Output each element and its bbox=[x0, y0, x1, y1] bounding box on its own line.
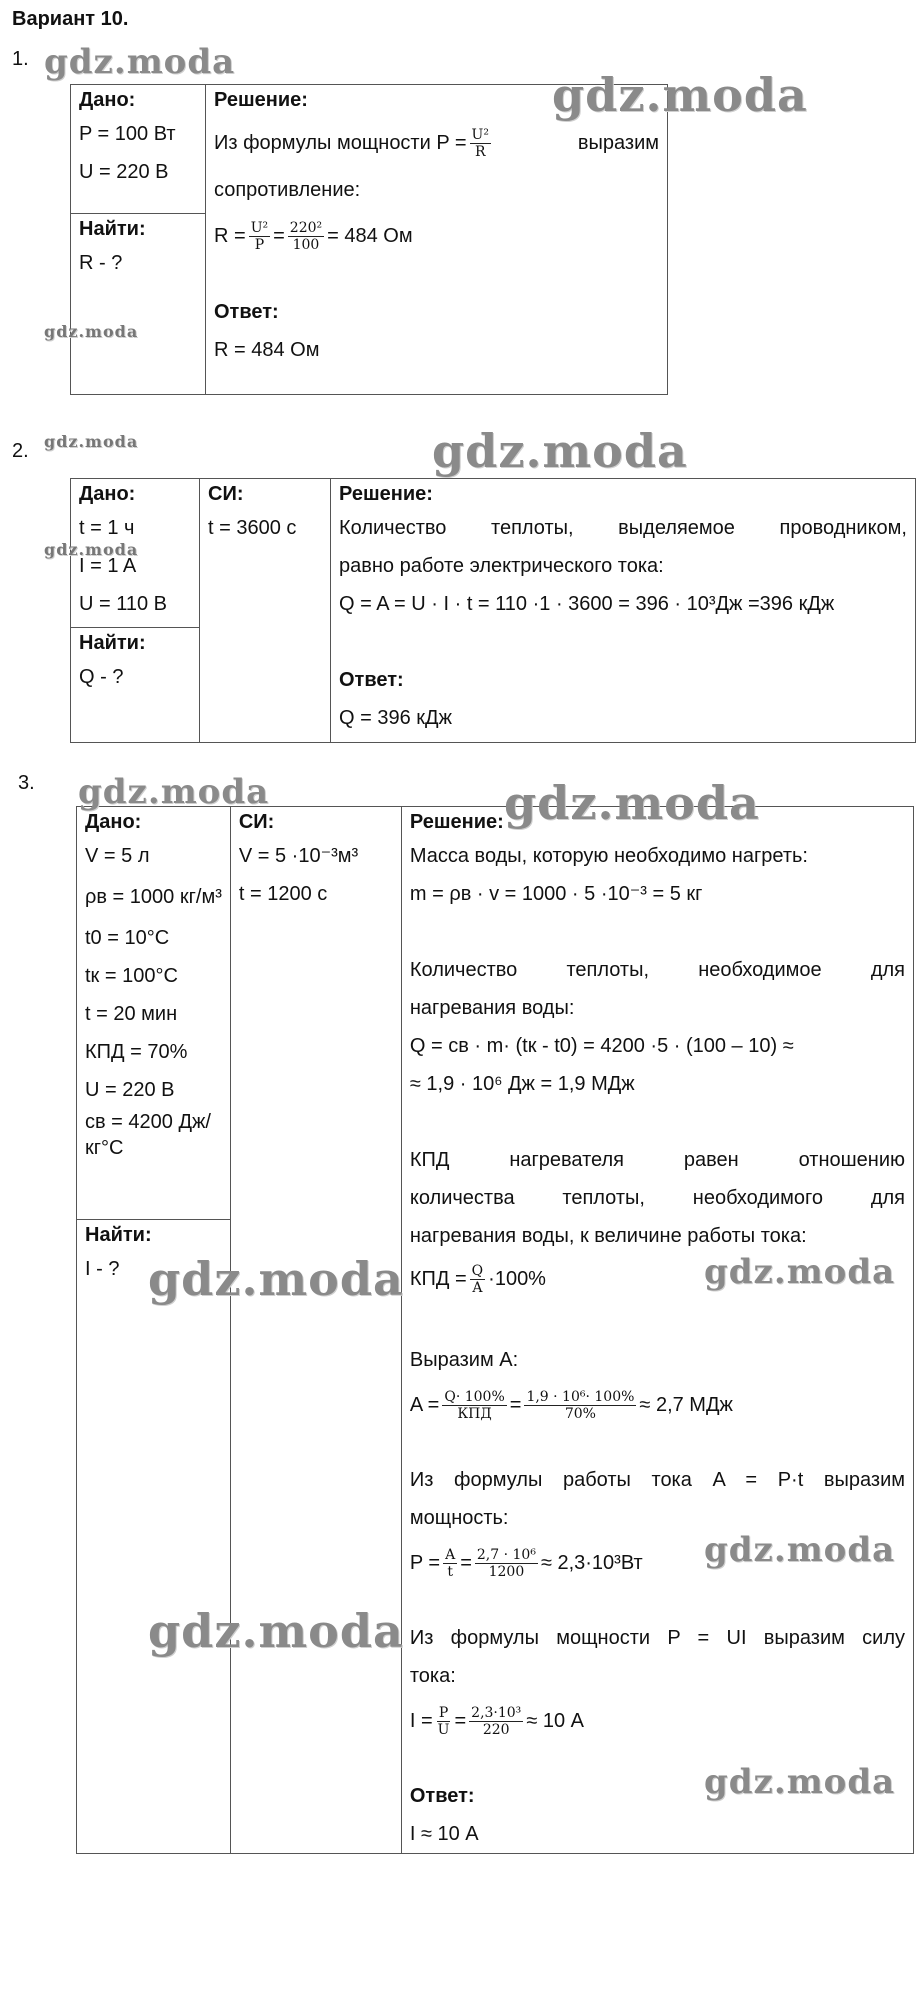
task3-s15-den1: t bbox=[447, 1564, 453, 1581]
task1-given-cell bbox=[71, 85, 206, 214]
task3-s15-den2: 1200 bbox=[488, 1564, 525, 1581]
task3-si-cell bbox=[230, 807, 401, 1854]
task3-s7: КПД нагревателя равен отношению bbox=[409, 1149, 905, 1171]
task1-line1-end: выразим bbox=[577, 132, 659, 154]
task3-s4: нагревания воды: bbox=[409, 997, 575, 1019]
watermark: gdz.moda bbox=[704, 1530, 896, 1570]
task3-s18-den2: 220 bbox=[482, 1722, 510, 1739]
task2-si-t: t = 3600 с bbox=[208, 517, 297, 539]
watermark: gdz.moda bbox=[148, 1604, 404, 1658]
task3-given-kpd: КПД = 70% bbox=[85, 1041, 188, 1063]
task1-frac1-den: R bbox=[474, 144, 486, 161]
task3-s6: ≈ 1,9 · 10⁶ Дж = 1,9 МДж bbox=[409, 1073, 635, 1095]
task1-frac3-num: 220² bbox=[289, 220, 323, 237]
task2-given-t: t = 1 ч bbox=[79, 517, 135, 539]
task2-number: 2. bbox=[12, 440, 29, 462]
task3-s12-num1: Q· 100% bbox=[444, 1389, 505, 1406]
task1-given-label: Дано: bbox=[79, 89, 136, 111]
task3-given-t: t = 20 мин bbox=[85, 1003, 178, 1025]
task2-given-u: U = 110 В bbox=[79, 593, 168, 615]
task3-s10-num: Q bbox=[471, 1263, 484, 1280]
task3-s14: мощность: bbox=[409, 1507, 509, 1529]
task3-s5: Q = cв · m· (tк - t0) = 4200 ·5 · (100 – 10) ≈ bbox=[409, 1035, 794, 1057]
task3-s13: Из формулы работы тока A = P·t выразим bbox=[409, 1469, 905, 1491]
watermark: gdz.moda bbox=[432, 424, 688, 478]
task3-s2: m = ρв · v = 1000 · 5 ·10⁻³ = 5 кг bbox=[409, 883, 703, 905]
watermark: gdz.moda bbox=[704, 1762, 896, 1802]
task3-s18-num1: P bbox=[438, 1705, 449, 1722]
task3-s10-start: КПД = bbox=[409, 1268, 467, 1290]
task3-s15-end: ≈ 2,3·10³Вт bbox=[540, 1552, 643, 1574]
page-title: Вариант 10. bbox=[12, 8, 129, 30]
task3-s15-start: P = bbox=[409, 1552, 441, 1574]
task3-solution-cell bbox=[401, 807, 913, 1854]
task3-given-rho-text: ρв = 1000 кг/м³ bbox=[85, 886, 222, 908]
task1-number: 1. bbox=[12, 48, 29, 70]
task1-given-p: P = 100 Вт bbox=[79, 123, 176, 145]
task1-formula-start: R = bbox=[214, 225, 246, 247]
watermark: gdz.moda bbox=[44, 42, 236, 82]
task1-solution-label: Решение: bbox=[214, 89, 308, 111]
task3-s12-num2: 1,9 · 10⁶· 100% bbox=[526, 1389, 635, 1406]
task2-answer: Q = 396 кДж bbox=[339, 707, 452, 729]
task3-solution-label: Решение: bbox=[409, 811, 504, 833]
watermark: gdz.moda bbox=[44, 540, 139, 559]
task2-answer-label: Ответ: bbox=[339, 669, 404, 691]
task2-find-cell bbox=[71, 628, 200, 743]
task3-s10-den: A bbox=[472, 1280, 483, 1297]
task3-s16: Из формулы мощности P = UI выразим силу bbox=[409, 1627, 905, 1649]
task2-given-label: Дано: bbox=[79, 483, 136, 505]
task1-frac2-den: P bbox=[254, 237, 265, 254]
task2-find: Q - ? bbox=[79, 666, 124, 688]
task1-eq: = bbox=[273, 225, 285, 247]
task3-given-t0: t0 = 10°С bbox=[85, 927, 170, 949]
task2-solution-label: Решение: bbox=[339, 483, 433, 505]
task3-s17: тока: bbox=[409, 1665, 456, 1687]
task3-si-v: V = 5 ·10⁻³м³ bbox=[238, 845, 359, 867]
task3-s3: Количество теплоты, необходимое для bbox=[409, 959, 905, 981]
task3-s18-end: ≈ 10 А bbox=[526, 1710, 584, 1732]
task3-s1: Масса воды, которую необходимо нагреть: bbox=[409, 845, 808, 867]
task3-find-label: Найти: bbox=[85, 1224, 152, 1246]
task3-s12-start: A = bbox=[409, 1394, 440, 1416]
task3-s12-den2: 70% bbox=[564, 1406, 596, 1423]
task3-given-c: cв = 4200 Дж/кг°С bbox=[85, 1111, 211, 1159]
task1-line2: сопротивление: bbox=[214, 179, 361, 201]
task2-line1: Количество теплоты, выделяемое проводником, bbox=[339, 517, 907, 539]
task3-given-cell bbox=[77, 807, 231, 1220]
task3-s10-end: ·100% bbox=[488, 1268, 546, 1290]
task1-frac1-num: U² bbox=[471, 127, 489, 144]
task3-find: I - ? bbox=[85, 1258, 120, 1280]
watermark: gdz.moda bbox=[44, 322, 139, 341]
task3-s12-den1: КПД bbox=[457, 1406, 492, 1423]
task1-formula-end: = 484 Ом bbox=[327, 225, 413, 247]
task2-solution-cell bbox=[331, 479, 916, 743]
watermark: gdz.moda bbox=[78, 772, 270, 812]
task1-find-label: Найти: bbox=[79, 218, 146, 240]
task2-formula: Q = A = U · I · t = 110 ·1 · 3600 = 396 · 10³Дж =396 кДж bbox=[339, 593, 835, 615]
task3-s8: количества теплоты, необходимого для bbox=[409, 1187, 905, 1209]
task2-line2: равно работе электрического тока: bbox=[339, 555, 664, 577]
watermark: gdz.moda bbox=[148, 1252, 404, 1306]
task3-s18-den1: U bbox=[437, 1722, 450, 1739]
task3-s18-start: I = bbox=[409, 1710, 433, 1732]
task3-si-t: t = 1200 с bbox=[238, 883, 328, 905]
task3-s9: нагревания воды, к величине работы тока: bbox=[409, 1225, 807, 1247]
task3-si-label: СИ: bbox=[238, 811, 275, 833]
task1-solution-cell bbox=[206, 85, 668, 395]
task3-given-rho bbox=[85, 875, 222, 919]
task3-s15: P = $\frac{A}{t}$ = $\frac{\text{2,7 · 10⁶}}{1200}$ ≈ 2,3·10³Вт bbox=[409, 1547, 643, 1581]
task3-answer: I ≈ 10 А bbox=[409, 1823, 479, 1845]
task1-frac3-den: 100 bbox=[292, 237, 320, 254]
task3-given-label: Дано: bbox=[85, 811, 142, 833]
task3-s18: I = $\frac{P}{U}$ = $\frac{\text{2,3·10³}}{220}$ ≈ 10 А bbox=[409, 1705, 584, 1739]
watermark: gdz.moda bbox=[44, 432, 139, 451]
task2-table bbox=[70, 478, 916, 743]
task1-line1-text: Из формулы мощности P = bbox=[214, 132, 467, 154]
task1-answer: R = 484 Ом bbox=[214, 339, 320, 361]
task3-answer-label: Ответ: bbox=[409, 1785, 475, 1807]
task3-s11: Выразим А: bbox=[409, 1349, 519, 1371]
task3-s15-num2: 2,7 · 10⁶ bbox=[476, 1547, 536, 1564]
task1-line1 bbox=[214, 115, 659, 171]
task3-s12: A = $\frac{Q\cdot 100\%}{\text{КПД}}$ = $\frac{\text{1,9 · 10⁶· 100\%}}{70\%}$ ≈ 2,7 МДж bbox=[409, 1389, 733, 1423]
task1-formula bbox=[214, 209, 659, 263]
task1-answer-label: Ответ: bbox=[214, 301, 279, 323]
watermark: gdz.moda bbox=[552, 68, 808, 122]
task3-find-cell bbox=[77, 1220, 231, 1854]
task3-given-u: U = 220 В bbox=[85, 1079, 175, 1101]
task1-table bbox=[70, 84, 668, 395]
task3-s12-end: ≈ 2,7 МДж bbox=[639, 1394, 733, 1416]
task3-number: 3. bbox=[18, 772, 35, 794]
task1-find-cell bbox=[71, 214, 206, 395]
watermark: gdz.moda bbox=[504, 776, 760, 830]
task2-find-label: Найти: bbox=[79, 632, 146, 654]
task1-find: R - ? bbox=[79, 252, 123, 274]
task3-given-tk: tк = 100°С bbox=[85, 965, 178, 987]
task3-table bbox=[76, 806, 914, 1854]
task1-given-u: U = 220 В bbox=[79, 161, 169, 183]
task3-s15-num1: A bbox=[445, 1547, 456, 1564]
task2-si-cell bbox=[200, 479, 331, 743]
watermark: gdz.moda bbox=[704, 1252, 896, 1292]
task1-frac2-num: U² bbox=[250, 220, 269, 237]
task3-given-v: V = 5 л bbox=[85, 845, 150, 867]
task2-given-i: I = 1 A bbox=[79, 555, 137, 577]
task2-si-label: СИ: bbox=[208, 483, 244, 505]
task3-s18-num2: 2,3·10³ bbox=[471, 1705, 522, 1722]
